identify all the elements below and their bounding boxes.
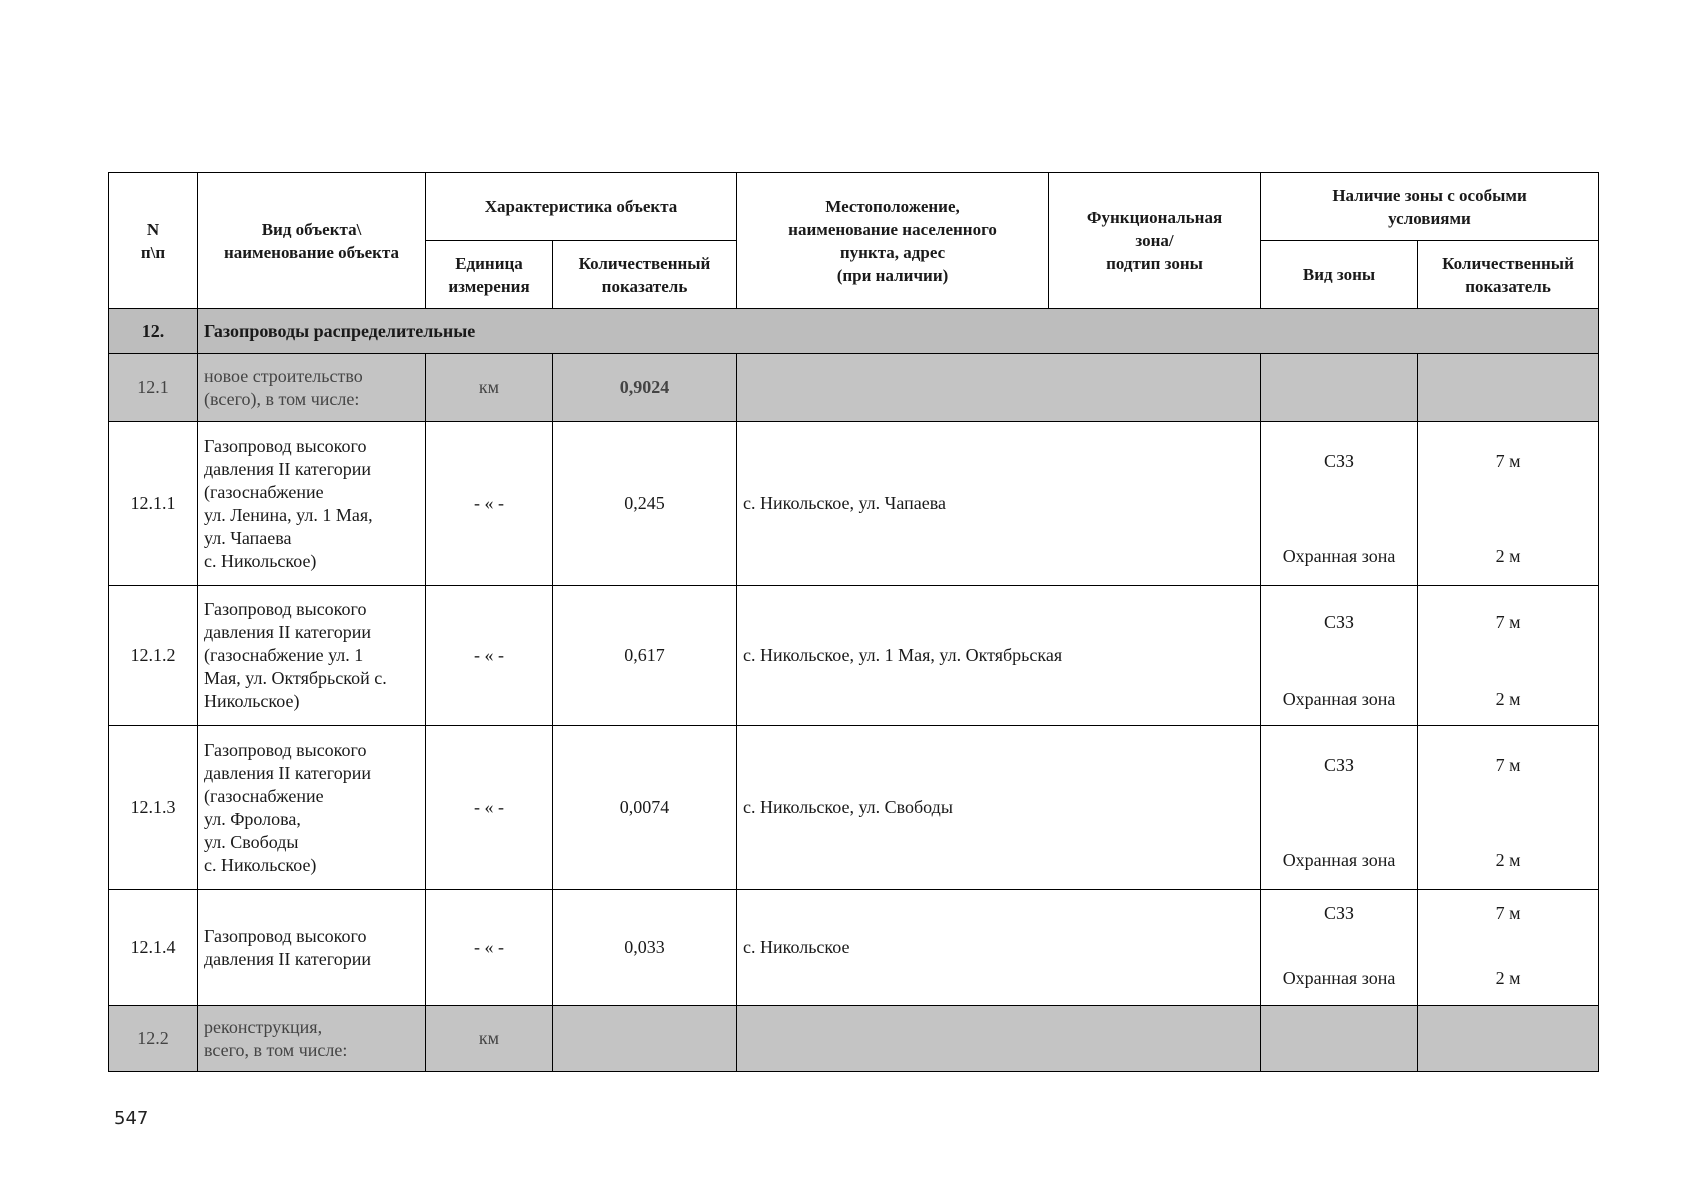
row-zone-quantity (1418, 422, 1599, 586)
row-location: с. Никольское (737, 890, 1261, 1006)
infrastructure-table (108, 172, 1599, 1072)
row-unit: - « - (426, 726, 553, 890)
row-name: новое строительство (всего), в том числе: (198, 354, 426, 422)
zone-type-label: СЗЗ (1323, 754, 1355, 775)
table-row (109, 586, 1599, 726)
row-unit: - « - (426, 890, 553, 1006)
row-unit: - « - (426, 422, 553, 586)
row-location (737, 354, 1261, 422)
section-title: Газопроводы распределительные (198, 309, 1599, 354)
subtotal-row-reconstruction (109, 1006, 1599, 1072)
row-zone-type (1261, 726, 1418, 890)
section-row (109, 309, 1599, 354)
zone-type-label: СЗЗ (1323, 611, 1355, 632)
row-location: с. Никольское, ул. 1 Мая, ул. Октябрьская (737, 586, 1261, 726)
table-row (109, 422, 1599, 586)
row-number: 12.1.3 (109, 726, 198, 890)
subtotal-row-new (109, 354, 1599, 422)
header-quantity: Количественный показатель (553, 241, 737, 309)
table-header (109, 173, 1599, 309)
row-zone-type (1261, 1006, 1418, 1072)
row-quantity: 0,033 (553, 890, 737, 1006)
row-unit: км (426, 354, 553, 422)
header-unit: Единица измерения (426, 241, 553, 309)
header-location: Местоположение, наименование населенного пункта, адрес (при наличии) (737, 173, 1049, 309)
row-name: Газопровод высокого давления II категории (198, 890, 426, 1006)
row-zone-type (1261, 890, 1418, 1006)
row-quantity: 0,0074 (553, 726, 737, 890)
row-quantity (553, 1006, 737, 1072)
zone-quantity-value: 2 м (1495, 688, 1521, 709)
row-zone-type (1261, 422, 1418, 586)
row-zone-quantity (1418, 586, 1599, 726)
row-quantity: 0,617 (553, 586, 737, 726)
section-number: 12. (109, 309, 198, 354)
zone-quantity-value: 7 м (1495, 611, 1521, 632)
zone-quantity-value: 7 м (1495, 450, 1521, 471)
row-zone-type (1261, 354, 1418, 422)
zone-quantity-value: 7 м (1495, 902, 1521, 923)
header-functional-zone: Функциональная зона/ подтип зоны (1049, 173, 1261, 309)
zone-type-label: Охранная зона (1282, 545, 1396, 566)
row-zone-quantity (1418, 890, 1599, 1006)
row-quantity: 0,9024 (553, 354, 737, 422)
header-characteristics: Характеристика объекта (426, 173, 737, 241)
row-number: 12.1.4 (109, 890, 198, 1006)
page-number: 547 (114, 1108, 149, 1129)
zone-type-label: Охранная зона (1282, 967, 1396, 988)
zone-quantity-value: 7 м (1495, 754, 1521, 775)
zone-type-label: СЗЗ (1323, 902, 1355, 923)
row-unit: - « - (426, 586, 553, 726)
row-location: с. Никольское, ул. Чапаева (737, 422, 1261, 586)
row-name: Газопровод высокого давления II категории (газоснабжение ул. 1 Мая, ул. Октябрьской с. Никольское) (198, 586, 426, 726)
row-location: с. Никольское, ул. Свободы (737, 726, 1261, 890)
row-name: Газопровод высокого давления II категории (газоснабжение ул. Фролова, ул. Свободы с. Никольское) (198, 726, 426, 890)
row-zone-quantity (1418, 726, 1599, 890)
row-quantity: 0,245 (553, 422, 737, 586)
zone-type-label: Охранная зона (1282, 849, 1396, 870)
row-number: 12.2 (109, 1006, 198, 1072)
header-number: N п\п (109, 173, 198, 309)
row-unit: км (426, 1006, 553, 1072)
row-number: 12.1.1 (109, 422, 198, 586)
table-row (109, 890, 1599, 1006)
header-zone-quantity: Количественный показатель (1418, 241, 1599, 309)
row-zone-quantity (1418, 354, 1599, 422)
row-number: 12.1 (109, 354, 198, 422)
zone-quantity-value: 2 м (1495, 849, 1521, 870)
row-location (737, 1006, 1261, 1072)
zone-quantity-value: 2 м (1495, 545, 1521, 566)
row-number: 12.1.2 (109, 586, 198, 726)
table-row (109, 726, 1599, 890)
zone-quantity-value: 2 м (1495, 967, 1521, 988)
zone-type-label: Охранная зона (1282, 688, 1396, 709)
row-name: Газопровод высокого давления II категории (газоснабжение ул. Ленина, ул. 1 Мая, ул. Чапаева с. Никольское) (198, 422, 426, 586)
zone-type-label: СЗЗ (1323, 450, 1355, 471)
row-name: реконструкция, всего, в том числе: (198, 1006, 426, 1072)
header-zone-type: Вид зоны (1261, 241, 1418, 309)
row-zone-quantity (1418, 1006, 1599, 1072)
row-zone-type (1261, 586, 1418, 726)
header-special-zones: Наличие зоны с особыми условиями (1261, 173, 1599, 241)
header-object-type: Вид объекта\ наименование объекта (198, 173, 426, 309)
